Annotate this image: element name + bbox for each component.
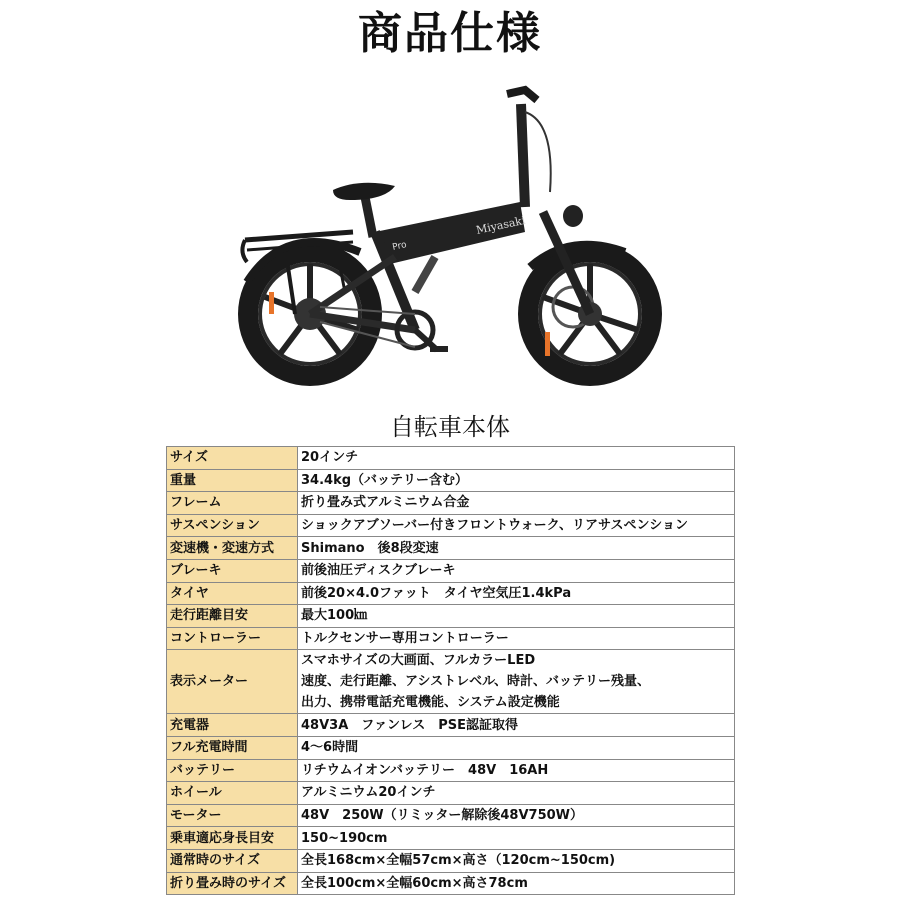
spec-value — [298, 759, 735, 782]
spec-label: タイヤ — [167, 582, 298, 605]
rear-reflector — [269, 292, 274, 314]
spec-row — [167, 736, 735, 759]
spec-value — [298, 650, 735, 714]
spec-value-line: 34.4kg（バッテリー含む） — [301, 472, 469, 488]
spec-value — [298, 492, 735, 515]
spec-value-line: 48V3A ファンレス PSE認証取得 — [301, 717, 519, 733]
frame-logo-text: Miyasaki — [474, 213, 527, 237]
spec-label: バッテリー — [167, 759, 298, 782]
spec-value-line: 出力、携帯電話充電機能、システム設定機能 — [301, 695, 560, 711]
handlebar — [507, 90, 537, 100]
spec-row — [167, 782, 735, 805]
spec-label: フレーム — [167, 492, 298, 515]
spec-value — [298, 582, 735, 605]
spec-value-line: 折り畳み式アルミニウム合金 — [301, 495, 470, 511]
spec-row — [167, 559, 735, 582]
spec-value-line: 速度、走行距離、アシストレベル、時計、バッテリー残量、 — [301, 674, 651, 690]
spec-label: ブレーキ — [167, 559, 298, 582]
spec-value — [298, 872, 735, 895]
spec-row — [167, 872, 735, 895]
spec-value-line: 4～6時間 — [301, 740, 359, 756]
spec-label: ホイール — [167, 782, 298, 805]
ebike-image — [225, 82, 675, 400]
spec-label: 充電器 — [167, 714, 298, 737]
spec-value — [298, 537, 735, 560]
headlight — [563, 205, 583, 227]
spec-row — [167, 650, 735, 714]
section-subtitle: 自転車本体 — [390, 413, 510, 441]
spec-value-line: Shimano 後8段変速 — [301, 540, 439, 556]
spec-value — [298, 782, 735, 805]
spec-value-line: ショックアブソーバー付きフロントウォーク、リアサスペンション — [301, 518, 688, 534]
spec-value-line: スマホサイズの大画面、フルカラーLED — [301, 653, 536, 669]
spec-row — [167, 514, 735, 537]
page-title: 商品仕様 — [358, 8, 542, 59]
spec-value — [298, 627, 735, 650]
spec-value — [298, 514, 735, 537]
spec-row — [167, 804, 735, 827]
spec-row — [167, 447, 735, 470]
spec-row — [167, 492, 735, 515]
spec-value — [298, 736, 735, 759]
spec-label: 折り畳み時のサイズ — [167, 872, 298, 895]
spec-row — [167, 605, 735, 628]
spec-value-line: リチウムイオンバッテリー 48V 16AH — [301, 762, 549, 778]
spec-row — [167, 469, 735, 492]
spec-row — [167, 827, 735, 850]
spec-label: 乗車適応身長目安 — [167, 827, 298, 850]
spec-value-line: 最大100㎞ — [301, 608, 368, 624]
spec-value — [298, 559, 735, 582]
spec-value-line: 全長168cm×全幅57cm×高さ（120cm~150cm) — [301, 853, 616, 869]
spec-value-line: 20インチ — [301, 450, 359, 466]
spec-value-line: 150~190cm — [301, 830, 388, 846]
frame-model-text: Pro — [391, 240, 408, 253]
spec-value — [298, 827, 735, 850]
spec-label: サスペンション — [167, 514, 298, 537]
spec-value-line: 前後20×4.0ファット タイヤ空気圧1.4kPa — [301, 585, 572, 601]
spec-value-line: アルミニウム20インチ — [301, 785, 436, 801]
spec-value — [298, 469, 735, 492]
spec-value — [298, 804, 735, 827]
spec-value-line: トルクセンサー専用コントローラー — [301, 631, 509, 647]
spec-label: フル充電時間 — [167, 736, 298, 759]
spec-value-line: 48V 250W（リミッター解除後48V750W） — [301, 808, 583, 824]
spec-label: サイズ — [167, 447, 298, 470]
spec-value — [298, 447, 735, 470]
spec-label: 重量 — [167, 469, 298, 492]
spec-value-line: 前後油圧ディスクブレーキ — [301, 563, 456, 579]
spec-value — [298, 605, 735, 628]
spec-row — [167, 759, 735, 782]
spec-row — [167, 714, 735, 737]
front-reflector — [545, 332, 550, 356]
spec-table — [166, 446, 735, 895]
spec-label: 走行距離目安 — [167, 605, 298, 628]
spec-label: 変速機・変速方式 — [167, 537, 298, 560]
spec-label: コントローラー — [167, 627, 298, 650]
saddle — [333, 183, 395, 200]
spec-row — [167, 849, 735, 872]
spec-value-line: 全長100cm×全幅60cm×高さ78cm — [301, 875, 528, 891]
spec-value — [298, 714, 735, 737]
spec-row — [167, 627, 735, 650]
spec-value — [298, 849, 735, 872]
spec-row — [167, 582, 735, 605]
spec-label: 表示メーター — [167, 650, 298, 714]
spec-label: モーター — [167, 804, 298, 827]
spec-row — [167, 537, 735, 560]
spec-label: 通常時のサイズ — [167, 849, 298, 872]
